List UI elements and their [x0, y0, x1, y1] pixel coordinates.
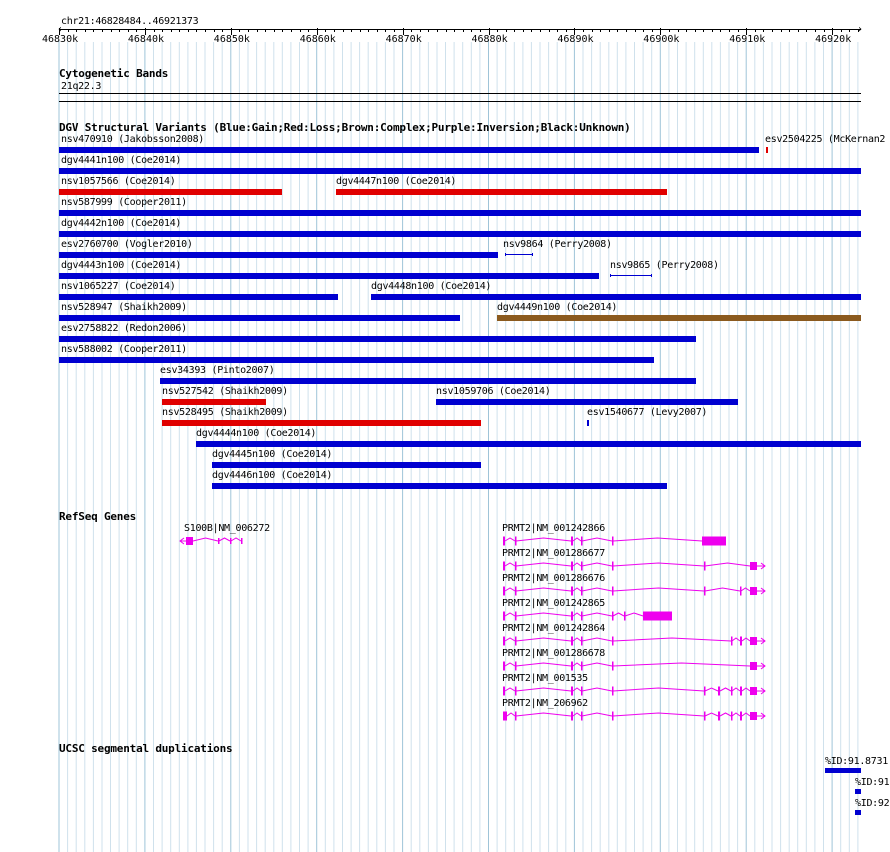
intron-line: [505, 588, 515, 591]
segdup-label-2[interactable]: %ID:91: [855, 777, 890, 788]
exon-block[interactable]: [571, 637, 573, 646]
exon-block[interactable]: [186, 537, 193, 545]
segdup-feature-1[interactable]: [825, 768, 861, 773]
ruler-right-arrow-icon[interactable]: ›: [857, 24, 863, 35]
intron-line: [573, 588, 581, 591]
exon-block[interactable]: [704, 712, 706, 721]
dgv-variant-label[interactable]: esv2758822 (Redon2006): [61, 323, 187, 334]
exon-block[interactable]: [740, 687, 742, 696]
gene-label[interactable]: PRMT2|NM_001242866: [502, 523, 605, 534]
dgv-variant-label[interactable]: nsv9864 (Perry2008): [503, 239, 612, 250]
intron-line: [613, 563, 704, 566]
exon-block[interactable]: [515, 612, 517, 621]
intron-line: [582, 588, 612, 591]
segdup-track-title: UCSC segmental duplications: [59, 742, 233, 755]
exon-block[interactable]: [731, 687, 733, 696]
exon-block[interactable]: [750, 712, 757, 720]
exon-block[interactable]: [612, 662, 614, 671]
locus-label: chr21:46828484..46921373: [61, 16, 199, 27]
exon-block[interactable]: [718, 687, 720, 696]
intron-line: [516, 688, 571, 691]
exon-block[interactable]: [581, 687, 583, 696]
intron-line: [613, 538, 702, 541]
intron-line: [516, 563, 571, 566]
exon-block[interactable]: [571, 587, 573, 596]
segdup-label-3[interactable]: %ID:92: [855, 798, 890, 809]
dgv-variant-label[interactable]: nsv1057566 (Coe2014): [61, 176, 176, 187]
exon-block[interactable]: [643, 612, 672, 621]
exon-block[interactable]: [702, 537, 726, 546]
cytoband-label: 21q22.3: [61, 81, 102, 92]
exon-block[interactable]: [750, 637, 757, 645]
ruler-tick-label: 46910k: [729, 34, 766, 45]
ruler-tick-label: 46840k: [127, 34, 165, 45]
intron-line: [582, 638, 612, 641]
intron-line: [613, 663, 750, 666]
intron-line: [505, 563, 515, 566]
intron-line: [705, 563, 750, 566]
exon-block[interactable]: [740, 587, 742, 596]
dgv-variant-label[interactable]: nsv1059706 (Coe2014): [436, 386, 551, 397]
exon-block[interactable]: [503, 562, 505, 571]
dgv-variant-label[interactable]: nsv587999 (Cooper2011): [61, 197, 187, 208]
exon-block[interactable]: [503, 662, 505, 671]
exon-block[interactable]: [241, 538, 243, 544]
dgv-variant-label[interactable]: dgv4445n100 (Coe2014): [212, 449, 333, 460]
dgv-variant-label[interactable]: nsv9865 (Perry2008): [610, 260, 719, 271]
intron-line: [516, 713, 571, 716]
exon-block[interactable]: [612, 612, 614, 621]
intron-line: [613, 688, 704, 691]
exon-block[interactable]: [581, 612, 583, 621]
ruler-tick-label: 46860k: [299, 34, 336, 45]
exon-block[interactable]: [515, 712, 517, 721]
ruler-tick-label: 46880k: [471, 34, 508, 45]
ruler-tick-label: 46900k: [643, 34, 680, 45]
dgv-variant-label[interactable]: dgv4442n100 (Coe2014): [61, 218, 182, 229]
exon-block[interactable]: [750, 562, 757, 570]
exon-block[interactable]: [515, 662, 517, 671]
exon-block[interactable]: [704, 687, 706, 696]
ruler-tick-label: 46890k: [557, 34, 594, 45]
gene-label[interactable]: PRMT2|NM_206962: [502, 698, 588, 709]
dgv-variant-label[interactable]: dgv4447n100 (Coe2014): [336, 176, 457, 187]
intron-line: [732, 638, 740, 641]
intron-line: [231, 538, 241, 541]
intron-line: [732, 713, 740, 716]
exon-block[interactable]: [750, 687, 757, 695]
intron-line: [516, 638, 571, 641]
intron-line: [573, 613, 581, 616]
dgv-variant-label[interactable]: nsv528947 (Shaikh2009): [61, 302, 187, 313]
intron-line: [573, 663, 581, 666]
intron-line: [193, 538, 218, 541]
intron-line: [613, 638, 731, 641]
exon-block[interactable]: [740, 712, 742, 721]
exon-block[interactable]: [571, 687, 573, 696]
dgv-variant-label[interactable]: nsv527542 (Shaikh2009): [162, 386, 288, 397]
exon-block[interactable]: [571, 562, 573, 571]
intron-line: [507, 713, 515, 716]
exon-block[interactable]: [515, 687, 517, 696]
segdup-feature-3[interactable]: [855, 810, 861, 815]
exon-block[interactable]: [750, 662, 757, 670]
exon-block[interactable]: [624, 612, 626, 621]
intron-line: [516, 538, 571, 541]
exon-block[interactable]: [515, 537, 517, 546]
gene-label[interactable]: S100B|NM_006272: [184, 523, 270, 534]
exon-block[interactable]: [612, 687, 614, 696]
exon-block[interactable]: [515, 587, 517, 596]
cytoband-track-title: Cytogenetic Bands: [59, 67, 169, 80]
exon-block[interactable]: [503, 637, 505, 646]
dgv-variant-label[interactable]: dgv4441n100 (Coe2014): [61, 155, 182, 166]
intron-line: [516, 613, 571, 616]
intron-line: [582, 538, 612, 541]
gene-label[interactable]: PRMT2|NM_001286678: [502, 648, 605, 659]
intron-line: [705, 713, 718, 716]
exon-block[interactable]: [581, 537, 583, 546]
intron-line: [582, 613, 612, 616]
segdup-feature-2[interactable]: [855, 789, 861, 794]
exon-block[interactable]: [571, 537, 573, 546]
intron-line: [720, 713, 731, 716]
exon-block[interactable]: [571, 662, 573, 671]
exon-block[interactable]: [612, 712, 614, 721]
exon-block[interactable]: [581, 712, 583, 721]
intron-line: [705, 588, 740, 591]
dgv-variant-label[interactable]: dgv4446n100 (Coe2014): [212, 470, 333, 481]
ruler-left-arrow-icon[interactable]: ‹: [57, 24, 63, 35]
exon-block[interactable]: [503, 712, 507, 721]
exon-block[interactable]: [503, 612, 505, 621]
gene-label[interactable]: PRMT2|NM_001286677: [502, 548, 605, 559]
dgv-variant-label[interactable]: nsv1065227 (Coe2014): [61, 281, 176, 292]
exon-block[interactable]: [218, 538, 220, 544]
intron-line: [613, 588, 704, 591]
exon-block[interactable]: [612, 637, 614, 646]
exon-block[interactable]: [571, 712, 573, 721]
exon-block[interactable]: [503, 537, 505, 546]
intron-line: [505, 538, 515, 541]
intron-line: [573, 563, 581, 566]
exon-block[interactable]: [740, 637, 742, 646]
intron-line: [625, 613, 643, 616]
dgv-variant-label[interactable]: nsv470910 (Jakobsson2008): [61, 134, 205, 145]
dgv-variant-label[interactable]: esv2760700 (Vogler2010): [61, 239, 193, 250]
exon-block[interactable]: [581, 562, 583, 571]
dgv-variant-label[interactable]: esv1540677 (Levy2007): [587, 407, 708, 418]
intron-line: [613, 713, 704, 716]
exon-block[interactable]: [704, 562, 706, 571]
intron-line: [505, 613, 515, 616]
exon-block[interactable]: [581, 662, 583, 671]
intron-line: [582, 663, 612, 666]
exon-block[interactable]: [612, 587, 614, 596]
dgv-variant-label[interactable]: dgv4448n100 (Coe2014): [371, 281, 492, 292]
dgv-variant-label[interactable]: dgv4449n100 (Coe2014): [497, 302, 618, 313]
exon-block[interactable]: [704, 587, 706, 596]
gene-label[interactable]: PRMT2|NM_001535: [502, 673, 588, 684]
intron-line: [573, 688, 581, 691]
exon-block[interactable]: [718, 712, 720, 721]
ruler-tick-label: 46870k: [385, 34, 422, 45]
intron-line: [613, 613, 624, 616]
intron-line: [582, 688, 612, 691]
intron-line: [505, 638, 515, 641]
exon-block[interactable]: [515, 637, 517, 646]
dgv-variant-label[interactable]: dgv4443n100 (Coe2014): [61, 260, 182, 271]
exon-block[interactable]: [581, 637, 583, 646]
exon-block[interactable]: [503, 587, 505, 596]
intron-line: [573, 713, 581, 716]
exon-block[interactable]: [230, 538, 232, 544]
intron-line: [573, 638, 581, 641]
exon-block[interactable]: [515, 562, 517, 571]
dgv-variant-label[interactable]: dgv4444n100 (Coe2014): [196, 428, 317, 439]
intron-line: [705, 688, 718, 691]
refseq-track-title: RefSeq Genes: [59, 510, 137, 523]
ruler-tick-label: 46850k: [213, 34, 250, 45]
ruler-tick-label: 46830k: [42, 34, 79, 45]
intron-line: [742, 638, 750, 641]
intron-line: [573, 538, 581, 541]
exon-block[interactable]: [571, 612, 573, 621]
dgv-variant-label[interactable]: nsv588002 (Cooper2011): [61, 344, 187, 355]
intron-line: [732, 688, 740, 691]
exon-block[interactable]: [612, 562, 614, 571]
intron-line: [505, 663, 515, 666]
intron-line: [219, 538, 230, 541]
segdup-label-1[interactable]: %ID:91.8731: [825, 756, 888, 767]
intron-line: [582, 713, 612, 716]
intron-line: [582, 563, 612, 566]
exon-block[interactable]: [503, 687, 505, 696]
intron-line: [720, 688, 731, 691]
gene-label[interactable]: PRMT2|NM_001242864: [502, 623, 605, 634]
intron-line: [741, 588, 750, 591]
gene-label[interactable]: PRMT2|NM_001242865: [502, 598, 605, 609]
exon-block[interactable]: [581, 587, 583, 596]
exon-block[interactable]: [612, 537, 614, 546]
intron-line: [742, 688, 750, 691]
exon-block[interactable]: [731, 712, 733, 721]
intron-line: [505, 688, 515, 691]
exon-block[interactable]: [750, 587, 757, 595]
gene-label[interactable]: PRMT2|NM_001286676: [502, 573, 605, 584]
dgv-variant-label[interactable]: nsv528495 (Shaikh2009): [162, 407, 288, 418]
intron-line: [516, 663, 571, 666]
ruler-tick-label: 46920k: [815, 34, 852, 45]
intron-line: [742, 713, 750, 716]
dgv-variant-label[interactable]: esv34393 (Pinto2007): [160, 365, 275, 376]
dgv-track-title: DGV Structural Variants (Blue:Gain;Red:Loss;Brown:Complex;Purple:Inversion;Black:Unknown): [59, 121, 631, 134]
exon-block[interactable]: [731, 637, 733, 646]
intron-line: [516, 588, 571, 591]
dgv-variant-label[interactable]: esv2504225 (McKernan2: [765, 134, 886, 145]
